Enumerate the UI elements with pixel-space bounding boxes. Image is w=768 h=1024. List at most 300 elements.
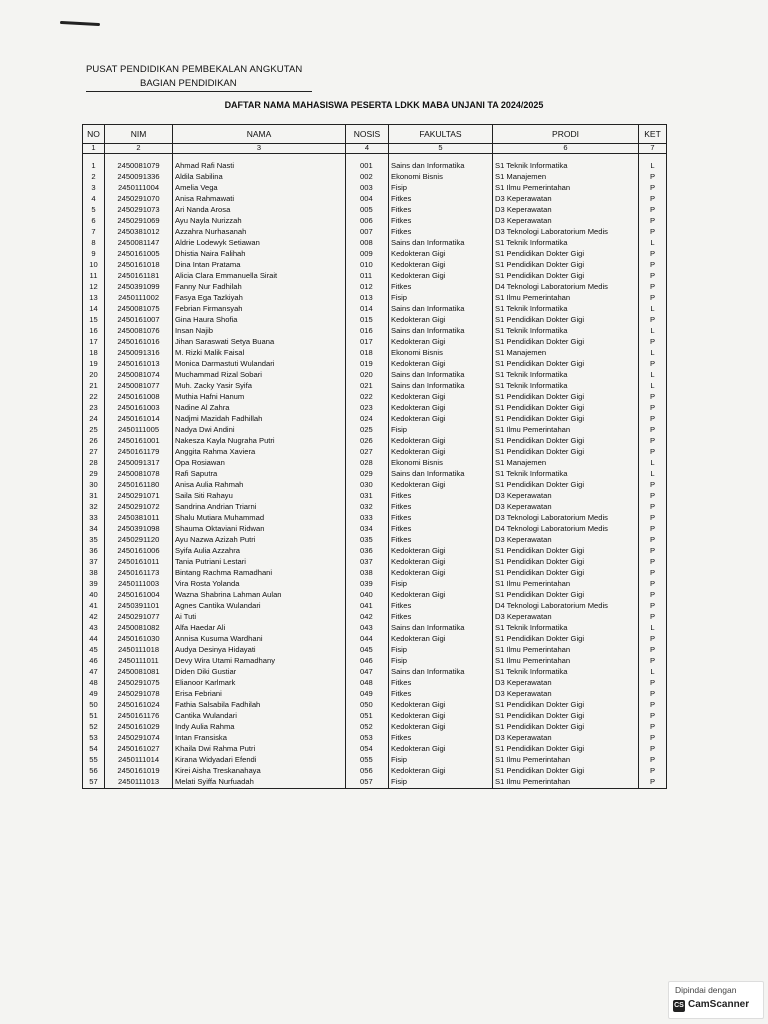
- gender-cell: P: [639, 249, 667, 260]
- name-cell: Annisa Kusuma Wardhani: [173, 634, 346, 645]
- nosis-cell: 045: [346, 645, 389, 656]
- faculty-cell: Fitkes: [389, 227, 493, 238]
- column-header: NIM: [105, 125, 173, 144]
- faculty-cell: Sains dan Informatika: [389, 623, 493, 634]
- row-number: 7: [83, 227, 105, 238]
- nosis-cell: 022: [346, 392, 389, 403]
- program-cell: S1 Pendidikan Dokter Gigi: [493, 337, 639, 348]
- table-row: [83, 634, 667, 645]
- table-row: [83, 183, 667, 194]
- program-cell: D4 Teknologi Laboratorium Medis: [493, 282, 639, 293]
- program-cell: S1 Pendidikan Dokter Gigi: [493, 315, 639, 326]
- department-name: BAGIAN PENDIDIKAN: [140, 78, 237, 89]
- name-cell: Nadjmi Mazidah Fadhillah: [173, 414, 346, 425]
- nosis-cell: 037: [346, 557, 389, 568]
- program-cell: S1 Teknik Informatika: [493, 326, 639, 337]
- table-row: [83, 568, 667, 579]
- row-number: 35: [83, 535, 105, 546]
- column-header: NAMA: [173, 125, 346, 144]
- nim-cell: 2450081077: [105, 381, 173, 392]
- faculty-cell: Fitkes: [389, 513, 493, 524]
- nosis-cell: 041: [346, 601, 389, 612]
- gender-cell: P: [639, 216, 667, 227]
- row-number: 53: [83, 733, 105, 744]
- table-row: [83, 315, 667, 326]
- program-cell: S1 Manajemen: [493, 172, 639, 183]
- faculty-cell: Kedokteran Gigi: [389, 403, 493, 414]
- nim-cell: 2450161006: [105, 546, 173, 557]
- row-number: 43: [83, 623, 105, 634]
- program-cell: D3 Teknologi Laboratorium Medis: [493, 227, 639, 238]
- nim-cell: 2450161013: [105, 359, 173, 370]
- column-number: 5: [389, 144, 493, 154]
- program-cell: S1 Pendidikan Dokter Gigi: [493, 403, 639, 414]
- table-row: [83, 271, 667, 282]
- gender-cell: L: [639, 348, 667, 359]
- table-body: [83, 161, 667, 789]
- name-cell: Khaila Dwi Rahma Putri: [173, 744, 346, 755]
- gender-cell: P: [639, 403, 667, 414]
- table-row: [83, 491, 667, 502]
- nim-cell: 2450111005: [105, 425, 173, 436]
- faculty-cell: Kedokteran Gigi: [389, 722, 493, 733]
- nosis-cell: 007: [346, 227, 389, 238]
- row-number: 20: [83, 370, 105, 381]
- name-cell: Syifa Aulia Azzahra: [173, 546, 346, 557]
- row-number: 34: [83, 524, 105, 535]
- row-number: 57: [83, 777, 105, 789]
- faculty-cell: Fisip: [389, 425, 493, 436]
- row-number: 39: [83, 579, 105, 590]
- program-cell: D4 Teknologi Laboratorium Medis: [493, 524, 639, 535]
- gender-cell: P: [639, 260, 667, 271]
- gender-cell: P: [639, 689, 667, 700]
- table-row: [83, 238, 667, 249]
- table-row: [83, 370, 667, 381]
- table-row: [83, 205, 667, 216]
- name-cell: Dina Intan Pratama: [173, 260, 346, 271]
- row-number: 12: [83, 282, 105, 293]
- row-number: 27: [83, 447, 105, 458]
- nim-cell: 2450081082: [105, 623, 173, 634]
- name-cell: Aldrie Lodewyk Setiawan: [173, 238, 346, 249]
- gender-cell: L: [639, 623, 667, 634]
- name-cell: Erisa Febriani: [173, 689, 346, 700]
- table-row: [83, 425, 667, 436]
- name-cell: Audya Desinya Hidayati: [173, 645, 346, 656]
- name-cell: Sandrina Andrian Triarni: [173, 502, 346, 513]
- row-number: 16: [83, 326, 105, 337]
- program-cell: S1 Teknik Informatika: [493, 469, 639, 480]
- faculty-cell: Sains dan Informatika: [389, 469, 493, 480]
- column-number: 2: [105, 144, 173, 154]
- program-cell: D3 Keperawatan: [493, 502, 639, 513]
- nim-cell: 2450291071: [105, 491, 173, 502]
- name-cell: Wazna Shabrina Lahman Aulan: [173, 590, 346, 601]
- nim-cell: 2450291075: [105, 678, 173, 689]
- nim-cell: 2450111003: [105, 579, 173, 590]
- row-number: 47: [83, 667, 105, 678]
- program-cell: S1 Ilmu Pemerintahan: [493, 425, 639, 436]
- gender-cell: P: [639, 612, 667, 623]
- nim-cell: 2450161024: [105, 700, 173, 711]
- nim-cell: 2450081147: [105, 238, 173, 249]
- row-number: 5: [83, 205, 105, 216]
- nosis-cell: 029: [346, 469, 389, 480]
- gender-cell: L: [639, 326, 667, 337]
- nim-cell: 2450161008: [105, 392, 173, 403]
- nim-cell: 2450161003: [105, 403, 173, 414]
- table-row: [83, 381, 667, 392]
- row-number: 33: [83, 513, 105, 524]
- name-cell: Azzahra Nurhasanah: [173, 227, 346, 238]
- table-row: [83, 282, 667, 293]
- faculty-cell: Fitkes: [389, 282, 493, 293]
- table-row: [83, 260, 667, 271]
- faculty-cell: Kedokteran Gigi: [389, 271, 493, 282]
- program-cell: S1 Pendidikan Dokter Gigi: [493, 546, 639, 557]
- gender-cell: L: [639, 381, 667, 392]
- row-number: 11: [83, 271, 105, 282]
- gender-cell: P: [639, 293, 667, 304]
- name-cell: Diden Diki Gustiar: [173, 667, 346, 678]
- gender-cell: P: [639, 546, 667, 557]
- nim-cell: 2450091317: [105, 458, 173, 469]
- faculty-cell: Kedokteran Gigi: [389, 557, 493, 568]
- column-number: 1: [83, 144, 105, 154]
- row-number: 37: [83, 557, 105, 568]
- faculty-cell: Kedokteran Gigi: [389, 766, 493, 777]
- faculty-cell: Sains dan Informatika: [389, 381, 493, 392]
- row-number: 25: [83, 425, 105, 436]
- program-cell: S1 Pendidikan Dokter Gigi: [493, 766, 639, 777]
- table-row: [83, 535, 667, 546]
- faculty-cell: Kedokteran Gigi: [389, 249, 493, 260]
- row-number: 17: [83, 337, 105, 348]
- nim-cell: 2450161007: [105, 315, 173, 326]
- nim-cell: 2450161019: [105, 766, 173, 777]
- row-number: 55: [83, 755, 105, 766]
- nosis-cell: 019: [346, 359, 389, 370]
- gender-cell: P: [639, 414, 667, 425]
- nim-cell: 2450291069: [105, 216, 173, 227]
- name-cell: Shauma Oktaviani Ridwan: [173, 524, 346, 535]
- program-cell: D3 Keperawatan: [493, 535, 639, 546]
- nim-cell: 2450291078: [105, 689, 173, 700]
- faculty-cell: Ekonomi Bisnis: [389, 458, 493, 469]
- faculty-cell: Fisip: [389, 656, 493, 667]
- program-cell: S1 Teknik Informatika: [493, 381, 639, 392]
- name-cell: Alfa Haedar Ali: [173, 623, 346, 634]
- table-row: [83, 436, 667, 447]
- name-cell: Saila Siti Rahayu: [173, 491, 346, 502]
- table-row: [83, 700, 667, 711]
- program-cell: S1 Pendidikan Dokter Gigi: [493, 722, 639, 733]
- table-row: [83, 502, 667, 513]
- faculty-cell: Fisip: [389, 579, 493, 590]
- gender-cell: P: [639, 436, 667, 447]
- gender-cell: P: [639, 502, 667, 513]
- row-number: 19: [83, 359, 105, 370]
- program-cell: D3 Keperawatan: [493, 491, 639, 502]
- nosis-cell: 028: [346, 458, 389, 469]
- nosis-cell: 050: [346, 700, 389, 711]
- gender-cell: L: [639, 304, 667, 315]
- nosis-cell: 035: [346, 535, 389, 546]
- gender-cell: L: [639, 161, 667, 172]
- program-cell: S1 Ilmu Pemerintahan: [493, 579, 639, 590]
- table-row: [83, 755, 667, 766]
- gender-cell: L: [639, 667, 667, 678]
- nosis-cell: 034: [346, 524, 389, 535]
- faculty-cell: Ekonomi Bisnis: [389, 172, 493, 183]
- name-cell: Anisa Aulia Rahmah: [173, 480, 346, 491]
- row-number: 28: [83, 458, 105, 469]
- name-cell: Muchammad Rizal Sobari: [173, 370, 346, 381]
- nim-cell: 2450291074: [105, 733, 173, 744]
- table-row: [83, 744, 667, 755]
- nim-cell: 2450291073: [105, 205, 173, 216]
- nim-cell: 2450161018: [105, 260, 173, 271]
- nim-cell: 2450291072: [105, 502, 173, 513]
- nosis-cell: 005: [346, 205, 389, 216]
- nim-cell: 2450161014: [105, 414, 173, 425]
- program-cell: S1 Pendidikan Dokter Gigi: [493, 590, 639, 601]
- program-cell: S1 Pendidikan Dokter Gigi: [493, 249, 639, 260]
- table-row: [83, 458, 667, 469]
- program-cell: S1 Pendidikan Dokter Gigi: [493, 700, 639, 711]
- name-cell: Dhistia Naira Falihah: [173, 249, 346, 260]
- nim-cell: 2450091336: [105, 172, 173, 183]
- nim-cell: 2450381011: [105, 513, 173, 524]
- column-header: PRODI: [493, 125, 639, 144]
- faculty-cell: Kedokteran Gigi: [389, 568, 493, 579]
- program-cell: S1 Pendidikan Dokter Gigi: [493, 271, 639, 282]
- faculty-cell: Fitkes: [389, 205, 493, 216]
- faculty-cell: Kedokteran Gigi: [389, 700, 493, 711]
- name-cell: Anggita Rahma Xaviera: [173, 447, 346, 458]
- row-number: 1: [83, 161, 105, 172]
- row-number: 21: [83, 381, 105, 392]
- faculty-cell: Fisip: [389, 645, 493, 656]
- nosis-cell: 038: [346, 568, 389, 579]
- nosis-cell: 003: [346, 183, 389, 194]
- gender-cell: P: [639, 491, 667, 502]
- program-cell: S1 Teknik Informatika: [493, 238, 639, 249]
- stamp-brand: CamScanner: [688, 999, 750, 1010]
- spacer-row: [83, 154, 667, 162]
- faculty-cell: Kedokteran Gigi: [389, 634, 493, 645]
- program-cell: S1 Ilmu Pemerintahan: [493, 293, 639, 304]
- gender-cell: P: [639, 711, 667, 722]
- nim-cell: 2450081075: [105, 304, 173, 315]
- nim-cell: 2450381012: [105, 227, 173, 238]
- gender-cell: L: [639, 370, 667, 381]
- nosis-cell: 030: [346, 480, 389, 491]
- table-row: [83, 337, 667, 348]
- table-row: [83, 304, 667, 315]
- nim-cell: 2450161016: [105, 337, 173, 348]
- nim-cell: 2450391098: [105, 524, 173, 535]
- row-number: 26: [83, 436, 105, 447]
- row-number: 15: [83, 315, 105, 326]
- name-cell: Opa Rosiawan: [173, 458, 346, 469]
- table-row: [83, 590, 667, 601]
- table-row: [83, 161, 667, 172]
- nosis-cell: 008: [346, 238, 389, 249]
- row-number: 41: [83, 601, 105, 612]
- table-row: [83, 194, 667, 205]
- program-cell: S1 Teknik Informatika: [493, 667, 639, 678]
- program-cell: S1 Pendidikan Dokter Gigi: [493, 447, 639, 458]
- table-row: [83, 722, 667, 733]
- nim-cell: 2450161004: [105, 590, 173, 601]
- table-row: [83, 777, 667, 789]
- nosis-cell: 013: [346, 293, 389, 304]
- nim-cell: 2450161176: [105, 711, 173, 722]
- program-cell: D3 Keperawatan: [493, 733, 639, 744]
- row-number: 18: [83, 348, 105, 359]
- nosis-cell: 054: [346, 744, 389, 755]
- name-cell: Agnes Cantika Wulandari: [173, 601, 346, 612]
- nim-cell: 2450161180: [105, 480, 173, 491]
- table-row: [83, 645, 667, 656]
- table-row: [83, 667, 667, 678]
- nosis-cell: 033: [346, 513, 389, 524]
- gender-cell: P: [639, 315, 667, 326]
- faculty-cell: Fisip: [389, 755, 493, 766]
- name-cell: Vira Rosta Yolanda: [173, 579, 346, 590]
- name-cell: Jihan Saraswati Setya Buana: [173, 337, 346, 348]
- table-row: [83, 293, 667, 304]
- faculty-cell: Kedokteran Gigi: [389, 337, 493, 348]
- row-number: 29: [83, 469, 105, 480]
- name-cell: Muh. Zacky Yasir Syifa: [173, 381, 346, 392]
- program-cell: D3 Keperawatan: [493, 689, 639, 700]
- faculty-cell: Fitkes: [389, 491, 493, 502]
- row-number: 42: [83, 612, 105, 623]
- gender-cell: P: [639, 271, 667, 282]
- table-row: [83, 711, 667, 722]
- name-cell: Ayu Nazwa Azizah Putri: [173, 535, 346, 546]
- nosis-cell: 053: [346, 733, 389, 744]
- nosis-cell: 055: [346, 755, 389, 766]
- name-cell: Ai Tuti: [173, 612, 346, 623]
- gender-cell: P: [639, 535, 667, 546]
- table-row: [83, 403, 667, 414]
- gender-cell: P: [639, 645, 667, 656]
- nosis-cell: 016: [346, 326, 389, 337]
- nosis-cell: 006: [346, 216, 389, 227]
- nosis-cell: 017: [346, 337, 389, 348]
- faculty-cell: Ekonomi Bisnis: [389, 348, 493, 359]
- name-cell: Nakesza Kayla Nugraha Putri: [173, 436, 346, 447]
- nosis-cell: 001: [346, 161, 389, 172]
- table-row: [83, 348, 667, 359]
- name-cell: M. Rizki Malik Faisal: [173, 348, 346, 359]
- nim-cell: 2450161181: [105, 271, 173, 282]
- name-cell: Elianoor Karlmark: [173, 678, 346, 689]
- table-row: [83, 469, 667, 480]
- row-number: 48: [83, 678, 105, 689]
- row-number: 56: [83, 766, 105, 777]
- name-cell: Fasya Ega Tazkiyah: [173, 293, 346, 304]
- faculty-cell: Fisip: [389, 293, 493, 304]
- nosis-cell: 049: [346, 689, 389, 700]
- gender-cell: P: [639, 755, 667, 766]
- name-cell: Alicia Clara Emmanuella Sirait: [173, 271, 346, 282]
- column-header: NOSIS: [346, 125, 389, 144]
- nosis-cell: 026: [346, 436, 389, 447]
- row-number: 8: [83, 238, 105, 249]
- nim-cell: 2450111018: [105, 645, 173, 656]
- row-number: 50: [83, 700, 105, 711]
- faculty-cell: Sains dan Informatika: [389, 161, 493, 172]
- nim-cell: 2450161011: [105, 557, 173, 568]
- row-number: 3: [83, 183, 105, 194]
- stamp-caption: Dipindai dengan: [675, 985, 737, 995]
- program-cell: D3 Keperawatan: [493, 612, 639, 623]
- name-cell: Cantika Wulandari: [173, 711, 346, 722]
- program-cell: S1 Pendidikan Dokter Gigi: [493, 557, 639, 568]
- gender-cell: P: [639, 590, 667, 601]
- gender-cell: P: [639, 601, 667, 612]
- nosis-cell: 024: [346, 414, 389, 425]
- nim-cell: 2450161001: [105, 436, 173, 447]
- gender-cell: P: [639, 678, 667, 689]
- nim-cell: 2450081081: [105, 667, 173, 678]
- gender-cell: P: [639, 282, 667, 293]
- table-row: [83, 733, 667, 744]
- name-cell: Nadya Dwi Andini: [173, 425, 346, 436]
- nosis-cell: 042: [346, 612, 389, 623]
- program-cell: S1 Ilmu Pemerintahan: [493, 777, 639, 789]
- faculty-cell: Fitkes: [389, 601, 493, 612]
- name-cell: Rafi Saputra: [173, 469, 346, 480]
- faculty-cell: Fitkes: [389, 612, 493, 623]
- program-cell: S1 Teknik Informatika: [493, 623, 639, 634]
- faculty-cell: Kedokteran Gigi: [389, 260, 493, 271]
- row-number: 2: [83, 172, 105, 183]
- name-cell: Devy Wira Utami Ramadhany: [173, 656, 346, 667]
- table-row: [83, 557, 667, 568]
- faculty-cell: Fitkes: [389, 502, 493, 513]
- faculty-cell: Fitkes: [389, 216, 493, 227]
- nosis-cell: 052: [346, 722, 389, 733]
- row-number: 51: [83, 711, 105, 722]
- name-cell: Fanny Nur Fadhilah: [173, 282, 346, 293]
- faculty-cell: Fitkes: [389, 535, 493, 546]
- faculty-cell: Kedokteran Gigi: [389, 359, 493, 370]
- row-number: 46: [83, 656, 105, 667]
- nosis-cell: 056: [346, 766, 389, 777]
- nosis-cell: 032: [346, 502, 389, 513]
- name-cell: Indy Aulia Rahma: [173, 722, 346, 733]
- nosis-cell: 043: [346, 623, 389, 634]
- nim-cell: 2450111002: [105, 293, 173, 304]
- table-row: [83, 601, 667, 612]
- row-number: 40: [83, 590, 105, 601]
- gender-cell: P: [639, 172, 667, 183]
- gender-cell: P: [639, 733, 667, 744]
- name-cell: Tania Putriani Lestari: [173, 557, 346, 568]
- nosis-cell: 010: [346, 260, 389, 271]
- nim-cell: 2450081079: [105, 161, 173, 172]
- faculty-cell: Sains dan Informatika: [389, 238, 493, 249]
- name-cell: Ari Nanda Arosa: [173, 205, 346, 216]
- faculty-cell: Sains dan Informatika: [389, 304, 493, 315]
- gender-cell: P: [639, 359, 667, 370]
